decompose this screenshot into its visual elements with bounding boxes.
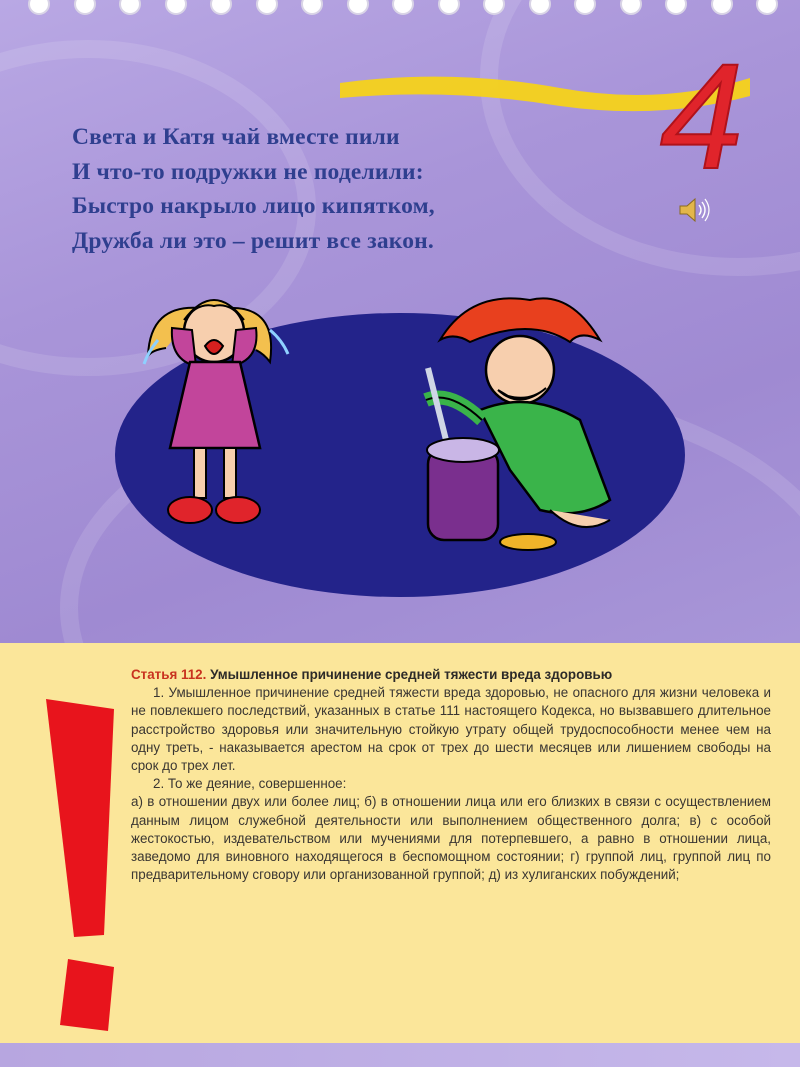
binding-ring bbox=[119, 0, 141, 15]
binding-ring bbox=[256, 0, 278, 15]
binding-ring bbox=[165, 0, 187, 15]
binding-ring bbox=[301, 0, 323, 15]
poem-line: Света и Катя чай вместе пили bbox=[72, 124, 400, 150]
article-heading bbox=[131, 666, 771, 684]
poem-line: Быстро накрыло лицо кипятком, bbox=[72, 193, 435, 219]
poem-line: И что-то подружки не поделили: bbox=[72, 158, 424, 185]
binding-ring bbox=[210, 0, 232, 15]
binding-ring bbox=[392, 0, 414, 15]
binding-ring bbox=[665, 0, 687, 15]
law-text bbox=[131, 666, 771, 884]
binding-ring bbox=[529, 0, 551, 15]
bottom-border bbox=[0, 1043, 800, 1067]
binding-ring bbox=[711, 0, 733, 15]
article-paragraph-1: 1. Умышленное причинение средней тяжести вреда здоровью, не опасного для жизни человека и не повлекшего последствий, указанных в статье 111 настоящего Кодекса, но вызвавшего длительное расстройство здоровья или значительную стойкую утрату общей трудоспособности менее чем на одну треть, - наказывается арестом на срок от трех до шести месяцев или лишением свободы на срок до трех лет. bbox=[131, 685, 771, 774]
spiral-binding bbox=[0, 0, 800, 22]
binding-ring bbox=[620, 0, 642, 15]
article-paragraph-2-body: а) в отношении двух или более лиц; б) в отношении лица или его близких в связи с осуществлением данным лицом служебной деятельности или выполнением общественного долга; в) с особой жестокостью, издевательством или мучениями для потерпевшего, а равно в отношении лица, заведомо для виновного находящегося в беспомощном состоянии; г) группой лиц, группой лиц по предварительному сговору или организованной группой; д) из хулиганских побуждений; bbox=[131, 794, 771, 883]
binding-ring bbox=[74, 0, 96, 15]
article-label: Статья 112. bbox=[131, 667, 207, 682]
binding-ring bbox=[756, 0, 778, 15]
poem-line: Дружба ли это – решит все закон. bbox=[72, 227, 434, 254]
binding-ring bbox=[28, 0, 50, 15]
page-number: 4 bbox=[660, 32, 744, 178]
exclamation-mark-icon bbox=[16, 697, 126, 1037]
cartoon-illustration bbox=[110, 270, 710, 630]
binding-ring bbox=[438, 0, 460, 15]
article-paragraph-2-intro: 2. То же деяние, совершенное: bbox=[153, 776, 347, 792]
binding-ring bbox=[574, 0, 596, 15]
article-title: Умышленное причинение средней тяжести вреда здоровью bbox=[210, 667, 613, 682]
poem bbox=[72, 120, 592, 258]
binding-ring bbox=[483, 0, 505, 15]
speaker-icon[interactable] bbox=[678, 196, 712, 224]
binding-ring bbox=[347, 0, 369, 15]
